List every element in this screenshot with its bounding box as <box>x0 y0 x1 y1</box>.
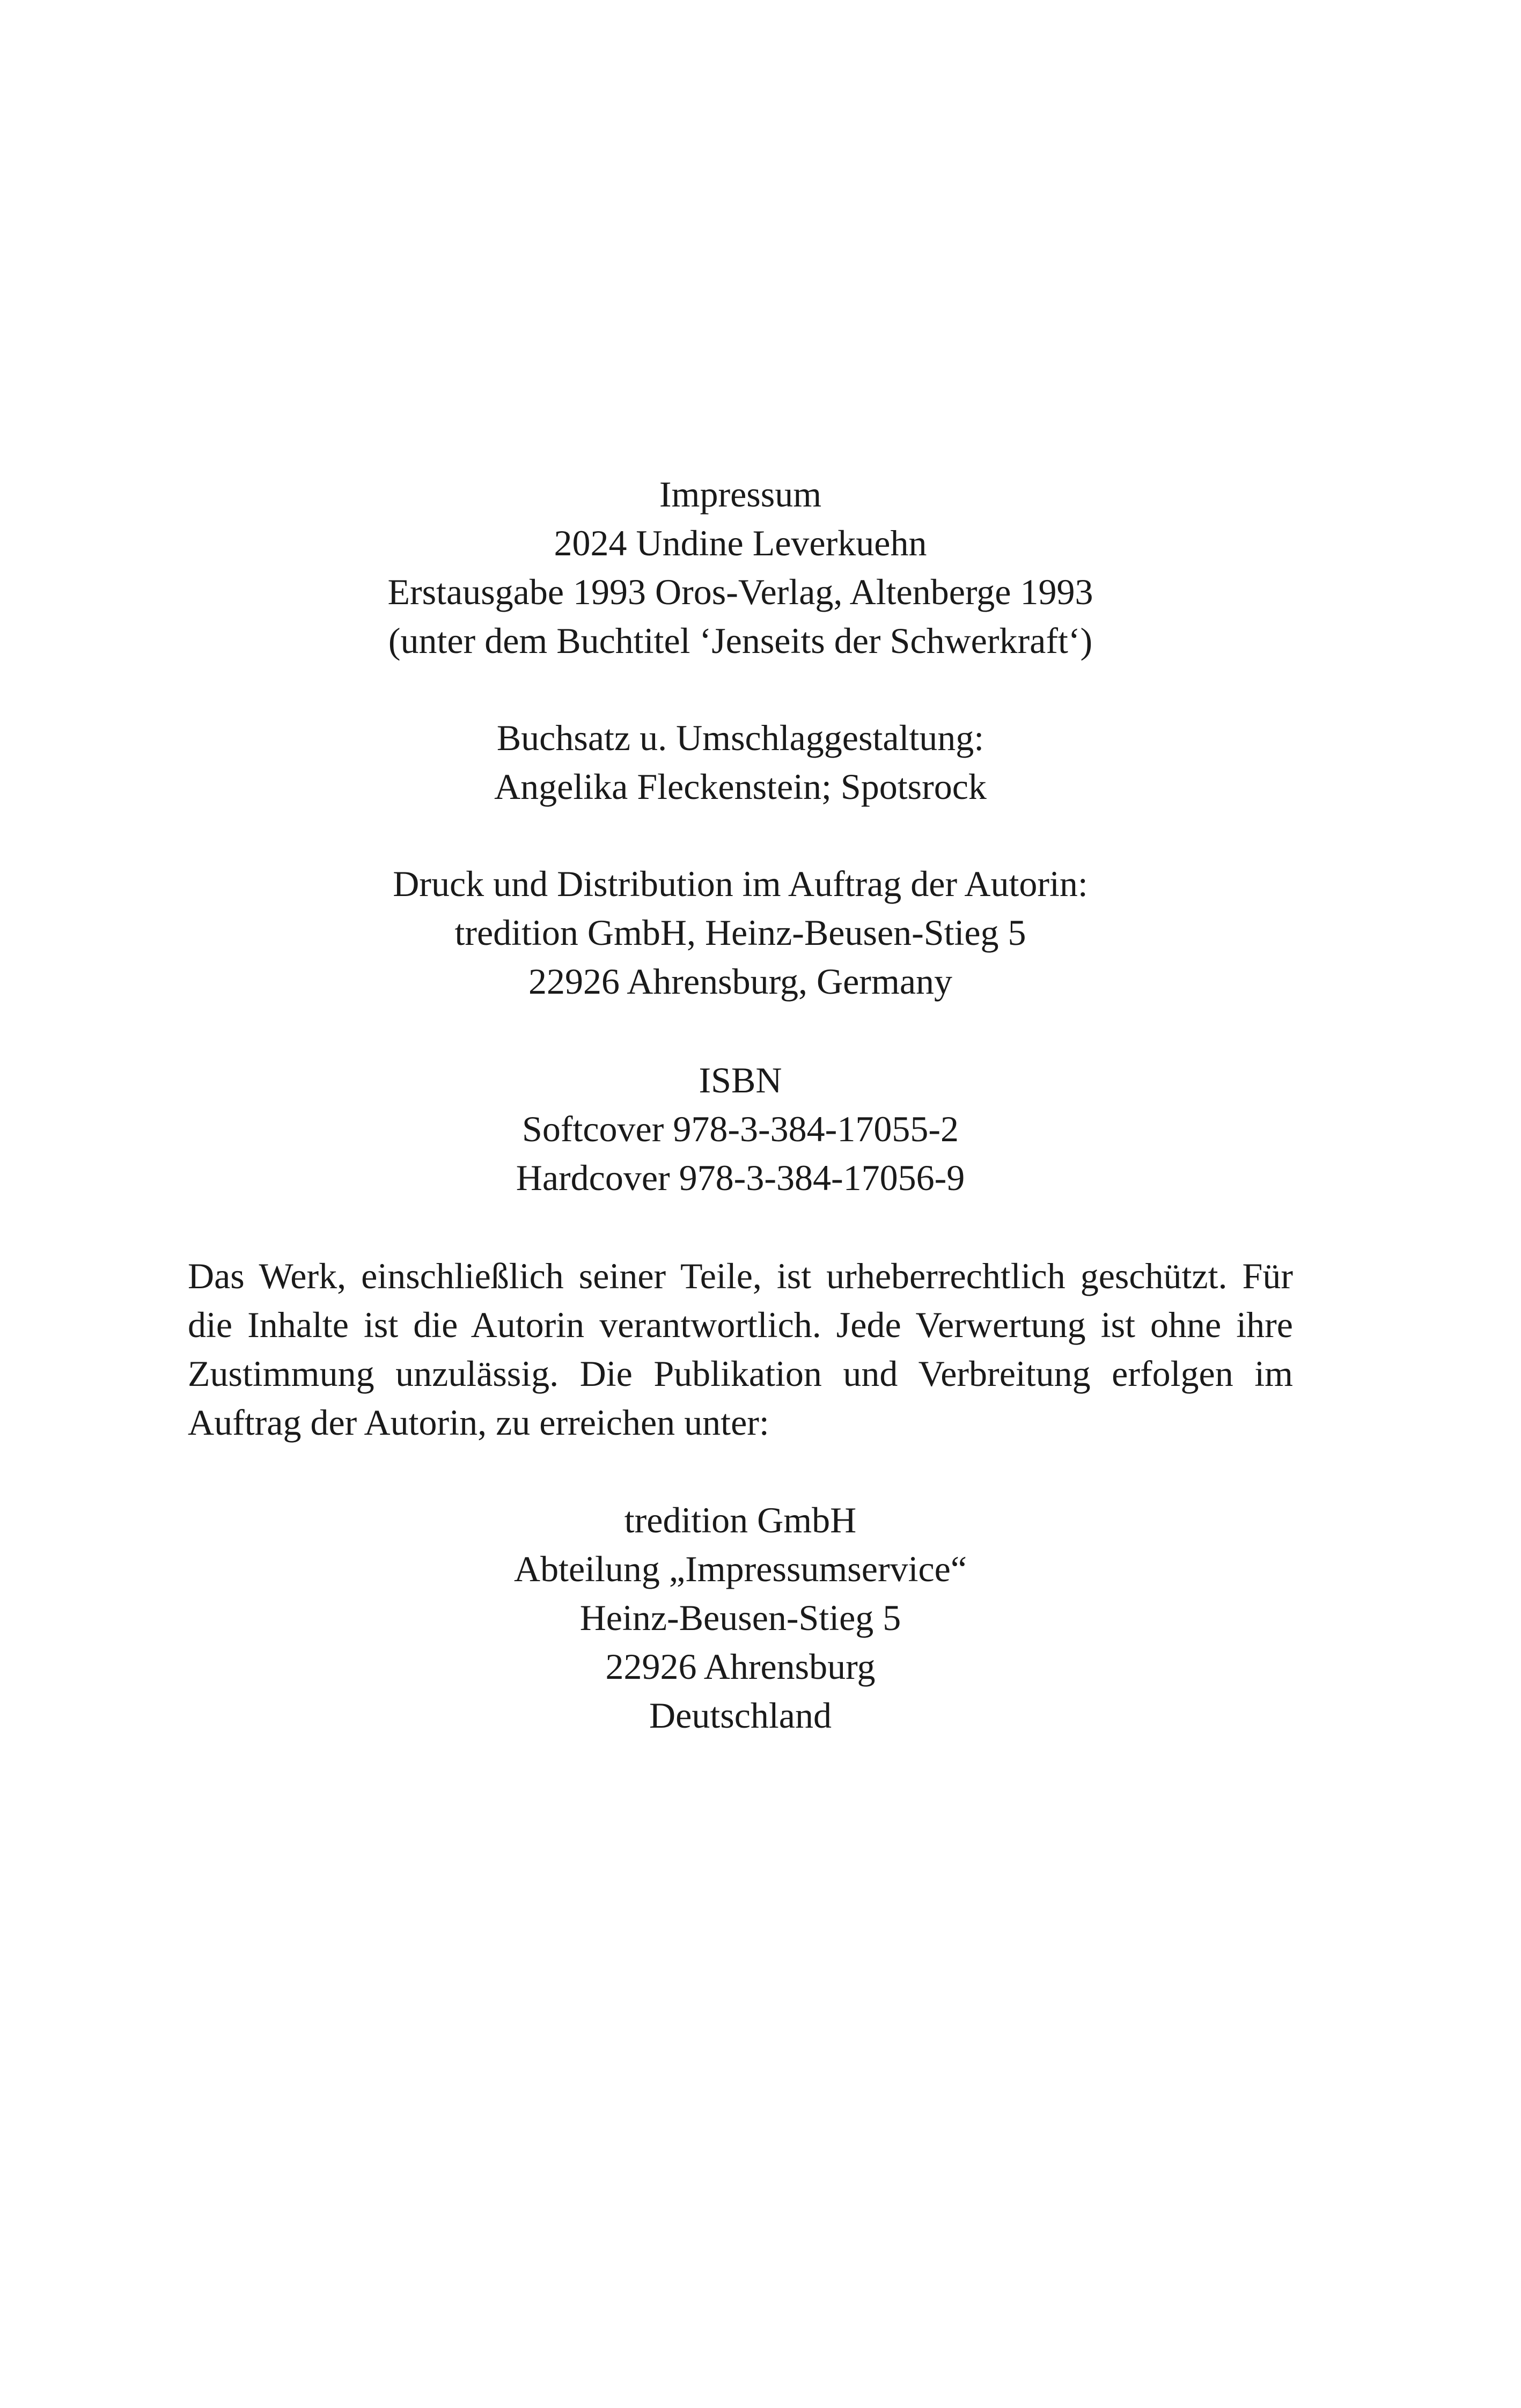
legal-notice-paragraph: Das Werk, einschließlich seiner Teile, ist urheberrechtlich geschützt. Für die Inhalte ist die Autorin verantwortlich. Jede Verwertung ist ohne ihre Zustimmung unzulässig. Die Publikation und Verbreitung erfolgen im Auftrag der Autorin, zu erreichen unter: <box>188 1256 1293 1443</box>
contact-address-block <box>188 1496 1293 1740</box>
contact-department: Abteilung „Impressumservice“ <box>513 1548 967 1589</box>
contact-city: 22926 Ahrensburg <box>605 1646 876 1687</box>
contact-country: Deutschland <box>649 1695 832 1736</box>
isbn-softcover: Softcover 978-3-384-17055-2 <box>522 1108 959 1149</box>
contact-street: Heinz-Beusen-Stieg 5 <box>579 1597 901 1638</box>
copyright-line: 2024 Undine Leverkuehn <box>554 523 927 563</box>
design-label: Buchsatz u. Umschlaggestaltung: <box>496 717 984 758</box>
first-edition-line: Erstausgabe 1993 Oros-Verlag, Altenberge 1993 <box>387 571 1093 612</box>
isbn-hardcover: Hardcover 978-3-384-17056-9 <box>516 1157 965 1198</box>
former-title-line: (unter dem Buchtitel ‘Jenseits der Schwerkraft‘) <box>388 620 1093 661</box>
printing-block <box>188 860 1293 1006</box>
impressum-block <box>188 470 1293 665</box>
printing-city: 22926 Ahrensburg, Germany <box>528 961 953 1002</box>
isbn-label: ISBN <box>699 1060 782 1100</box>
isbn-block <box>188 1056 1293 1202</box>
contact-company: tredition GmbH <box>624 1500 857 1540</box>
design-credits-block <box>188 714 1293 811</box>
impressum-title: Impressum <box>659 474 822 515</box>
printing-company-address: tredition GmbH, Heinz-Beusen-Stieg 5 <box>454 912 1026 953</box>
design-names: Angelika Fleckenstein; Spotsrock <box>494 766 987 807</box>
printing-label: Druck und Distribution im Auftrag der Autorin: <box>393 863 1088 904</box>
